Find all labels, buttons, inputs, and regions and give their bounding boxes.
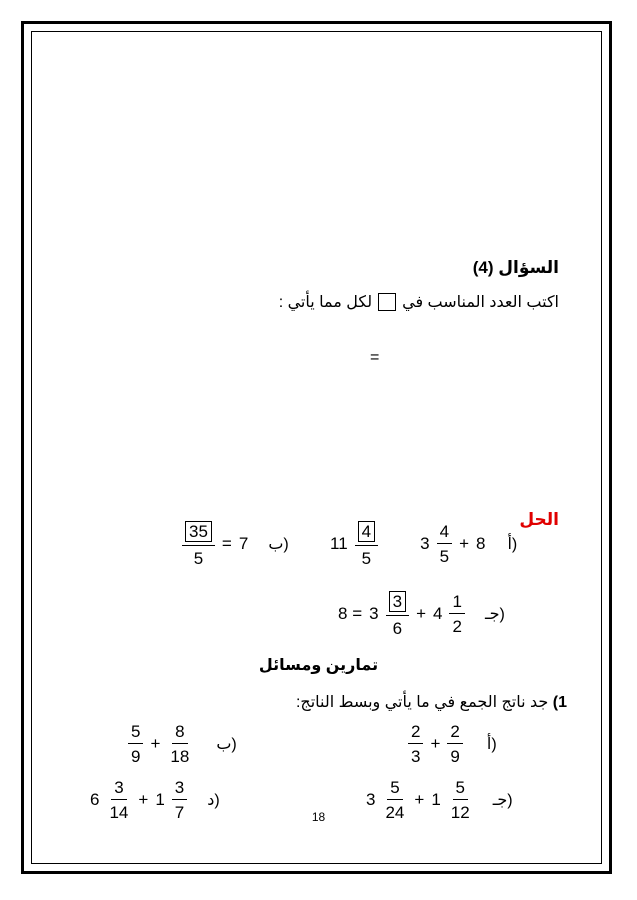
fraction: [437, 522, 452, 566]
fraction: [182, 520, 215, 568]
denominator: 6: [392, 619, 403, 638]
answer-box-icon: [378, 293, 396, 311]
mixed-whole: 1: [155, 790, 165, 809]
equals-result: = 8: [338, 604, 363, 623]
instruction-before: اكتب العدد المناسب في: [402, 294, 559, 311]
fraction: [449, 592, 464, 636]
page-border-inner: [31, 31, 602, 864]
denominator: 5: [193, 549, 204, 568]
fraction: [167, 722, 192, 766]
mixed-whole: 6: [90, 790, 100, 809]
plus-sign: +: [459, 534, 469, 553]
item-label: جـ): [492, 792, 513, 809]
boxed-numerator: 35: [185, 521, 212, 542]
fraction: [447, 722, 462, 766]
solution-label: الحل: [519, 510, 559, 529]
denominator: 9: [131, 747, 141, 766]
exercises-title: تمارين ومسائل: [258, 657, 379, 674]
solution-a-equation: [330, 520, 517, 568]
numerator: 2: [408, 722, 423, 744]
equals-sign: =: [370, 349, 380, 366]
plus-sign: +: [138, 790, 149, 809]
whole-number: 8: [476, 534, 486, 553]
fraction: [355, 520, 378, 568]
mixed-whole: 3: [369, 604, 379, 623]
mixed-whole: 1: [431, 790, 441, 809]
solution-c-equation: [338, 590, 505, 638]
exercise-text: جد ناتج الجمع في ما يأتي وبسط الناتج:: [295, 694, 549, 711]
boxed-numerator: 4: [358, 521, 375, 542]
plus-sign: +: [150, 734, 161, 753]
plus-sign: +: [416, 604, 426, 623]
exercise-b-expression: [128, 722, 237, 766]
numerator: 3: [172, 778, 187, 800]
exercise-1-prompt: [296, 692, 567, 712]
denominator: 12: [450, 803, 470, 822]
denominator: 3: [411, 747, 421, 766]
numerator: 1: [449, 592, 464, 614]
mixed-whole: 11: [330, 534, 348, 553]
page-number: 18: [311, 810, 326, 824]
fraction: [386, 590, 409, 638]
denominator: 5: [439, 547, 450, 566]
denominator: 14: [109, 803, 129, 822]
numerator: 5: [453, 778, 468, 800]
plus-sign: +: [414, 790, 425, 809]
question-instruction: [279, 292, 559, 312]
item-label: أ): [507, 536, 518, 553]
denominator: 18: [170, 747, 190, 766]
denominator: 7: [174, 803, 185, 822]
equals-sign: =: [221, 534, 232, 553]
fraction: [128, 722, 143, 766]
boxed-numerator: 3: [389, 591, 406, 612]
solution-b-equation: [182, 520, 289, 568]
mixed-whole: 3: [420, 534, 430, 553]
fraction: [408, 722, 423, 766]
exercise-number: 1): [552, 694, 567, 711]
denominator: 2: [452, 617, 462, 636]
instruction-after: لكل مما يأتي :: [278, 294, 373, 311]
numerator: 2: [447, 722, 462, 744]
mixed-whole: 4: [433, 604, 443, 623]
numerator: 8: [172, 722, 187, 744]
question-title: السؤال (4): [472, 258, 559, 277]
item-label: ب): [216, 736, 237, 753]
numerator: 4: [437, 522, 452, 544]
numerator: 3: [111, 778, 126, 800]
item-label: أ): [486, 736, 497, 753]
item-label: جـ): [484, 606, 505, 623]
plus-sign: +: [430, 734, 441, 753]
whole-number: 7: [238, 534, 249, 553]
denominator: 24: [385, 803, 405, 822]
item-label: د): [207, 792, 220, 809]
numerator: 5: [387, 778, 402, 800]
numerator: 5: [128, 722, 143, 744]
denominator: 9: [450, 747, 460, 766]
exercise-a-expression: [408, 722, 497, 766]
mixed-whole: 3: [366, 790, 376, 809]
denominator: 5: [361, 549, 372, 568]
item-label: ب): [268, 536, 289, 553]
